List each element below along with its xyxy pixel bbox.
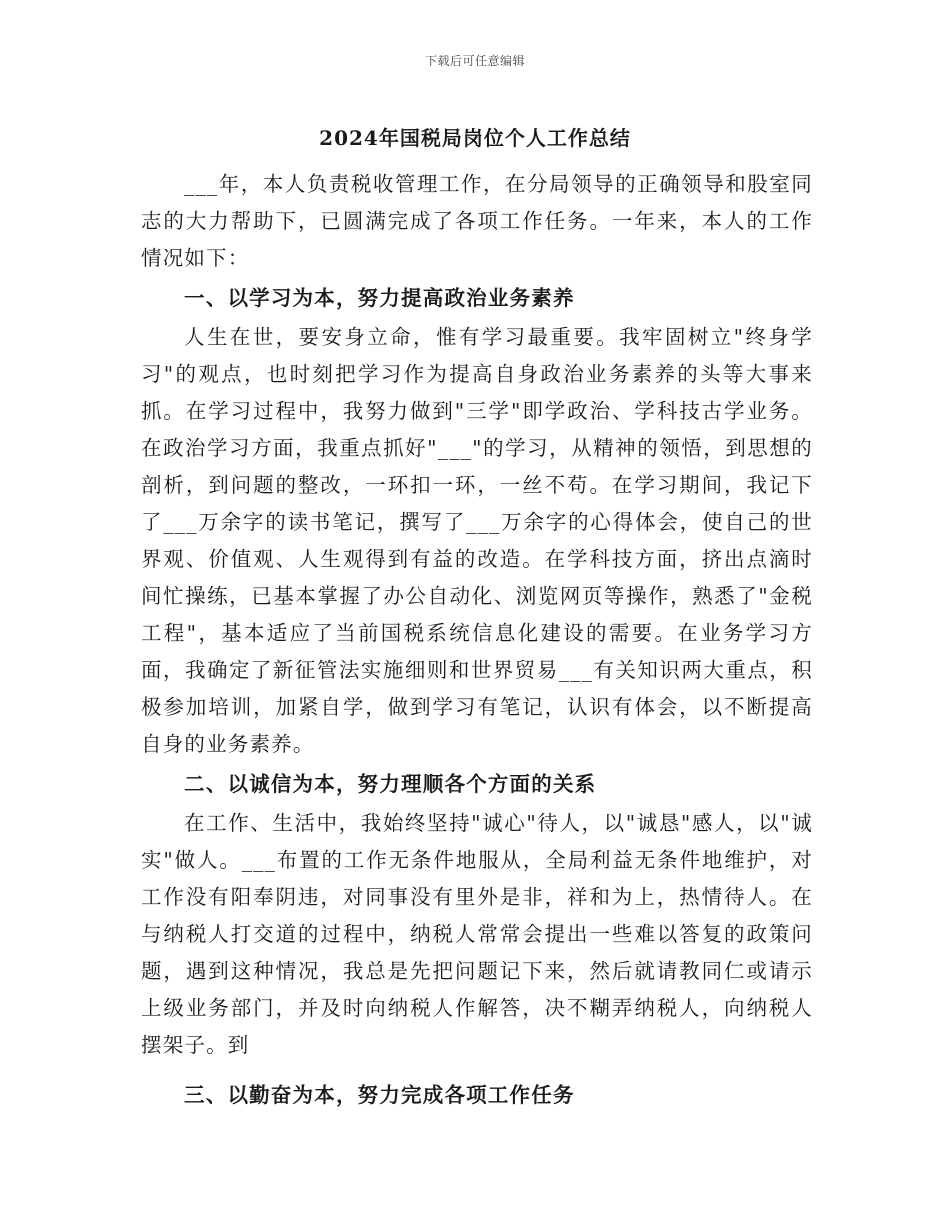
section-2-paragraph: 在工作、生活中，我始终坚持"诚心"待人，以"诚恳"感人，以"诚实"做人。___布置的工作无条件地服从，全局利益无条件地维护，对工作没有阳奉阴违，对同事没有里外是非，祥和为上，热情待人。在与纳税人打交道的过程中，纳税人常常会提出一些难以答复的政策问题，遇到这种情况，我总是先把问题记下来，然后就请教同仁或请示上级业务部门，并及时向纳税人作解答，决不糊弄纳税人，向纳税人摆架子。到 bbox=[141, 811, 813, 1057]
intro-paragraph: ___年，本人负责税收管理工作，在分局领导的正确领导和股室同志的大力帮助下，已圆满完成了各项工作任务。一年来，本人的工作情况如下： bbox=[141, 172, 813, 270]
section-2-heading: 二、以诚信为本，努力理顺各个方面的关系 bbox=[184, 772, 597, 796]
document-title: 2024年国税局岗位个人工作总结 bbox=[319, 126, 631, 150]
document-body bbox=[141, 166, 813, 1116]
page-header-note: 下载后可任意编辑 bbox=[424, 54, 525, 68]
section-1-paragraph: 人生在世，要安身立命，惟有学习最重要。我牢固树立"终身学习"的观点，也时刻把学习作为提高自身政治业务素养的头等大事来抓。在学习过程中，我努力做到"三学"即学政治、学科技古学业务。在政治学习方面，我重点抓好"___"的学习，从精神的领悟，到思想的剖析，到问题的整改，一环扣一环，一丝不苟。在学习期间，我记下了___万余字的读书笔记，撰写了___万余字的心得体会，使自己的世界观、价值观、人生观得到有益的改造。在学科技方面，挤出点滴时间忙操练，已基本掌握了办公自动化、浏览网页等操作，熟悉了"金税工程"，基本适应了当前国税系统信息化建设的需要。在业务学习方面，我确定了新征管法实施细则和世界贸易___有关知识两大重点，积极参加培训，加紧自学，做到学习有笔记，认识有体会，以不断提高自身的业务素养。 bbox=[141, 325, 813, 756]
section-1-heading: 一、以学习为本，努力提高政治业务素养 bbox=[184, 286, 575, 310]
section-3-heading: 三、以勤奋为本，努力完成各项工作任务 bbox=[184, 1083, 575, 1107]
